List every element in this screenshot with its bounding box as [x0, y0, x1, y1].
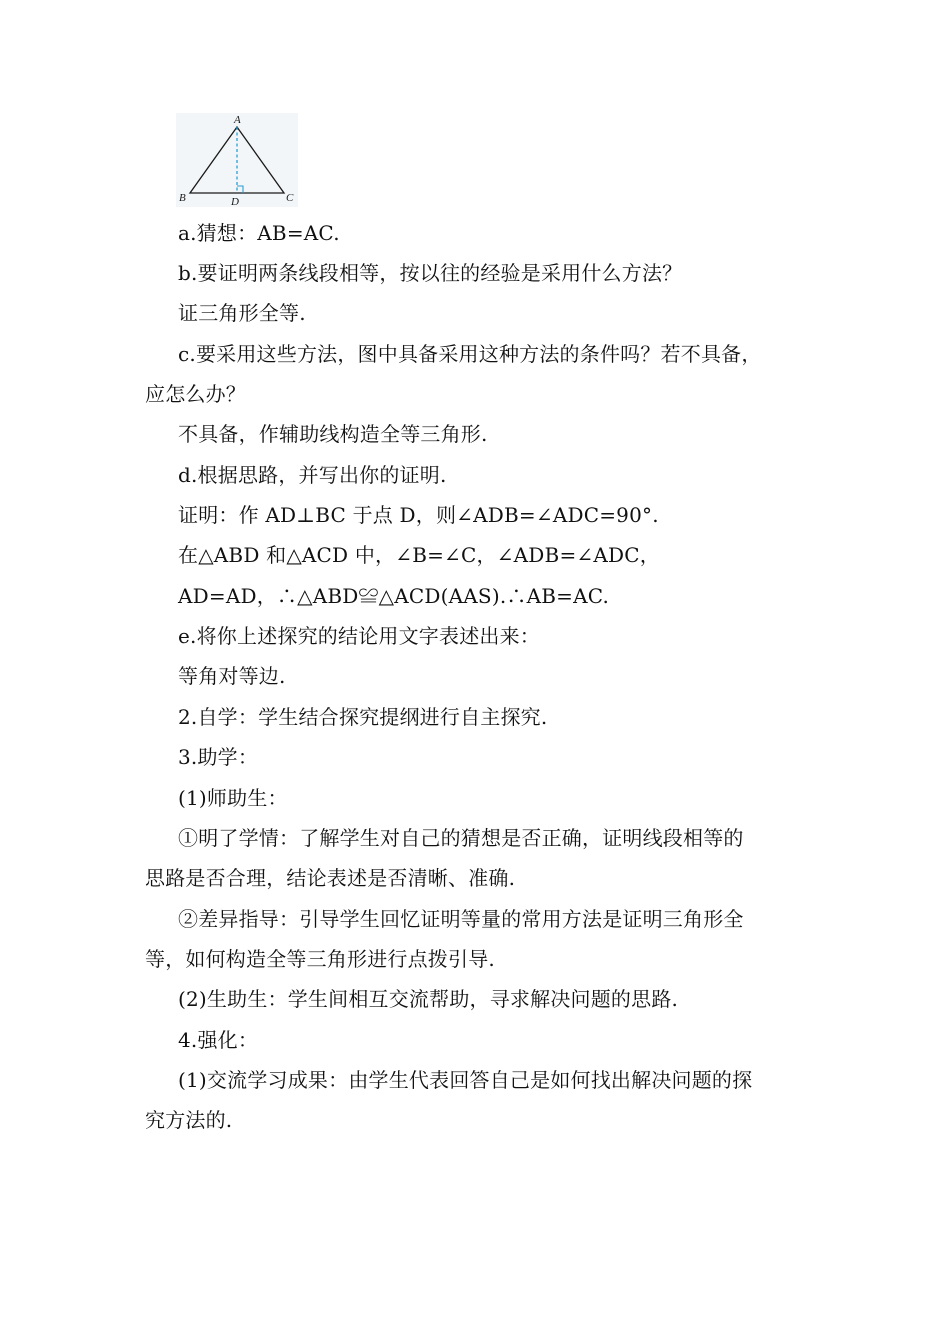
text-line: (2)生助生：学生间相互交流帮助，寻求解决问题的思路.	[178, 987, 679, 1011]
text-line: a.猜想：AB=AC.	[178, 221, 340, 245]
isosceles-triangle-figure	[176, 113, 298, 207]
text-line: AD=AD，∴△ABD≌△ACD(AAS).∴AB=AC.	[178, 584, 610, 608]
text-line: c.要采用这些方法，图中具备采用这种方法的条件吗？若不具备，	[178, 342, 762, 366]
triangle-diagram	[176, 113, 298, 207]
text-line: (1)师助生：	[178, 786, 288, 810]
text-line: 思路是否合理，结论表述是否清晰、准确.	[145, 866, 516, 890]
text-line: 证明：作 AD⊥BC 于点 D，则∠ADB=∠ADC=90°.	[178, 503, 659, 527]
label-a: A	[234, 114, 241, 126]
text-line: 3.助学：	[178, 745, 259, 769]
text-line: d.根据思路，并写出你的证明.	[178, 463, 447, 487]
text-line: 等，如何构造全等三角形进行点拨引导.	[145, 947, 495, 971]
text-line: 不具备，作辅助线构造全等三角形.	[178, 422, 488, 446]
text-line: e.将你上述探究的结论用文字表述出来：	[178, 624, 540, 648]
label-d: D	[231, 196, 239, 207]
text-line: 2.自学：学生结合探究提纲进行自主探究.	[178, 705, 548, 729]
text-line: ②差异指导：引导学生回忆证明等量的常用方法是证明三角形全	[178, 907, 744, 931]
text-line: (1)交流学习成果：由学生代表回答自己是如何找出解决问题的探	[178, 1068, 753, 1092]
text-line: 证三角形全等.	[178, 301, 306, 325]
label-c: C	[286, 192, 294, 204]
text-line: b.要证明两条线段相等，按以往的经验是采用什么方法？	[178, 261, 683, 285]
text-line: 等角对等边.	[178, 664, 286, 688]
text-line: 应怎么办？	[145, 382, 246, 406]
text-line: 在△ABD 和△ACD 中，∠B=∠C，∠ADB=∠ADC，	[178, 543, 660, 567]
text-line: 4.强化：	[178, 1028, 259, 1052]
text-line: 究方法的.	[145, 1108, 233, 1132]
text-line: ①明了学情：了解学生对自己的猜想是否正确，证明线段相等的	[178, 826, 744, 850]
label-b: B	[179, 192, 186, 204]
